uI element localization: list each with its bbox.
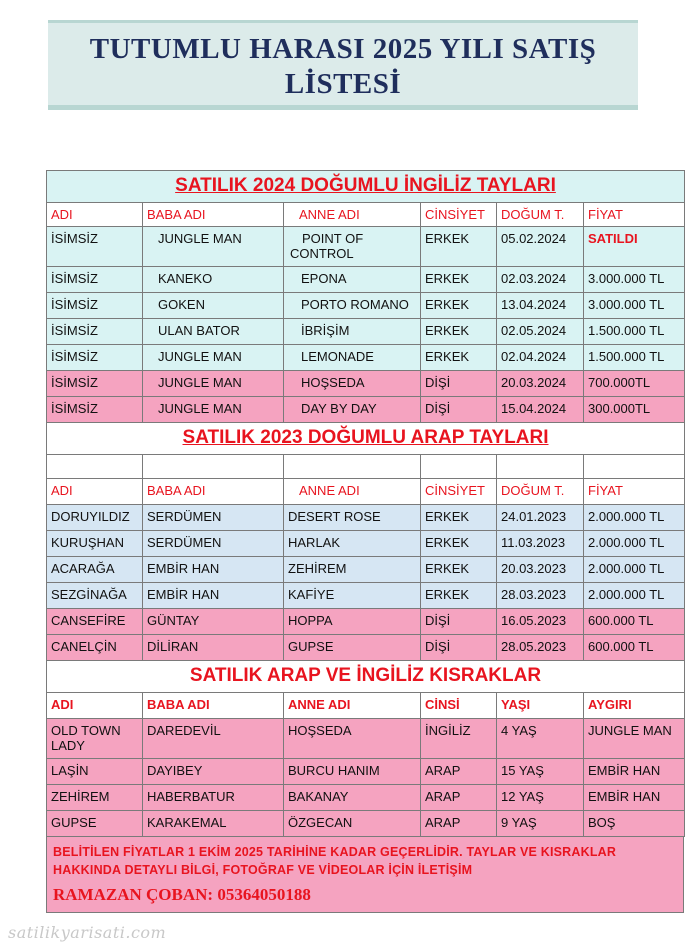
- column-header: BABA ADI: [143, 203, 284, 227]
- column-header: ADI: [47, 479, 143, 505]
- table-cell: ZEHİREM: [47, 785, 143, 811]
- table-cell: JUNGLE MAN: [143, 397, 284, 423]
- table-cell: ERKEK: [421, 227, 497, 267]
- table-row: [47, 397, 685, 423]
- table-cell: KURUŞHAN: [47, 531, 143, 557]
- table-cell: 05.02.2024: [497, 227, 584, 267]
- table-cell: GUPSE: [47, 811, 143, 837]
- table-cell: EMBİR HAN: [584, 759, 685, 785]
- table-row: [47, 319, 685, 345]
- section-title: SATILIK ARAP VE İNGİLİZ KISRAKLAR: [47, 661, 685, 693]
- table-cell-text: POINT OF CONTROL: [290, 231, 364, 261]
- table-cell: PORTO ROMANO: [284, 293, 421, 319]
- table-cell: SERDÜMEN: [143, 531, 284, 557]
- table-cell: İSİMSİZ: [47, 319, 143, 345]
- table-cell: DİŞİ: [421, 609, 497, 635]
- table-cell: 16.05.2023: [497, 609, 584, 635]
- table-cell: DAYIBEY: [143, 759, 284, 785]
- table-cell: 02.03.2024: [497, 267, 584, 293]
- table-cell: İSİMSİZ: [47, 227, 143, 267]
- table-cell: ERKEK: [421, 267, 497, 293]
- table-cell: 600.000 TL: [584, 609, 685, 635]
- column-header: BABA ADI: [143, 479, 284, 505]
- table-cell: HABERBATUR: [143, 785, 284, 811]
- table-cell: DAREDEVİL: [143, 719, 284, 759]
- table-cell: BURCU HANIM: [284, 759, 421, 785]
- table-cell: ZEHİREM: [284, 557, 421, 583]
- column-header: YAŞI: [497, 693, 584, 719]
- header-row: [47, 693, 685, 719]
- table-cell: 15.04.2024: [497, 397, 584, 423]
- table-cell: ERKEK: [421, 557, 497, 583]
- column-header: AYGIRI: [584, 693, 685, 719]
- table-cell: DİŞİ: [421, 371, 497, 397]
- table-cell: 11.03.2023: [497, 531, 584, 557]
- table-cell: 02.04.2024: [497, 345, 584, 371]
- table-cell: LAŞİN: [47, 759, 143, 785]
- table-cell: CANSEFİRE: [47, 609, 143, 635]
- table-row: [47, 345, 685, 371]
- table-cell: İSİMSİZ: [47, 345, 143, 371]
- page-title: TUTUMLU HARASI 2025 YILI SATIŞ LİSTESİ: [89, 33, 597, 100]
- table-cell: KARAKEMAL: [143, 811, 284, 837]
- table-cell: [284, 227, 421, 267]
- table-cell: 13.04.2024: [497, 293, 584, 319]
- table-cell: EPONA: [284, 267, 421, 293]
- table-cell: ARAP: [421, 811, 497, 837]
- table-cell: ACARAĞA: [47, 557, 143, 583]
- table-cell: DORUYILDIZ: [47, 505, 143, 531]
- table-row: [47, 505, 685, 531]
- table-cell: SEZGİNAĞA: [47, 583, 143, 609]
- table-cell: LEMONADE: [284, 345, 421, 371]
- table-cell: 1.500.000 TL: [584, 319, 685, 345]
- column-header: ANNE ADI: [284, 203, 421, 227]
- table-row: [47, 583, 685, 609]
- table-cell: BOŞ: [584, 811, 685, 837]
- table-cell: CANELÇİN: [47, 635, 143, 661]
- column-header: FİYAT: [584, 203, 685, 227]
- spacer-row: [47, 455, 685, 479]
- table-cell: DİŞİ: [421, 635, 497, 661]
- table-cell: 2.000.000 TL: [584, 557, 685, 583]
- table-cell: 2.000.000 TL: [584, 531, 685, 557]
- table-cell: ERKEK: [421, 345, 497, 371]
- table-cell: 02.05.2024: [497, 319, 584, 345]
- section-heading: [47, 423, 685, 455]
- table-cell: ÖZGECAN: [284, 811, 421, 837]
- table-cell: ULAN BATOR: [143, 319, 284, 345]
- table-cell: ERKEK: [421, 505, 497, 531]
- table-cell: JUNGLE MAN: [143, 345, 284, 371]
- table-row: [47, 267, 685, 293]
- empty-cell: [421, 455, 497, 479]
- section-title: SATILIK 2023 DOĞUMLU ARAP TAYLARI: [47, 423, 685, 455]
- table-cell: ARAP: [421, 759, 497, 785]
- sales-sheet: [46, 170, 684, 913]
- table-cell: HOPPA: [284, 609, 421, 635]
- table-row: [47, 531, 685, 557]
- table-cell: 9 YAŞ: [497, 811, 584, 837]
- table-cell: GÜNTAY: [143, 609, 284, 635]
- table-cell: JUNGLE MAN: [143, 227, 284, 267]
- empty-cell: [497, 455, 584, 479]
- table-cell: 3.000.000 TL: [584, 293, 685, 319]
- table-cell: 700.000TL: [584, 371, 685, 397]
- price-validity-notice: BELİTİLEN FİYATLAR 1 EKİM 2025 TARİHİNE KADAR GEÇERLİDİR. TAYLAR VE KISRAKLAR HAKKINDA DETAYLI BİLGİ, FOTOĞRAF VE VİDEOLAR İÇİN İLETİŞİM: [53, 845, 617, 877]
- table-cell: 28.05.2023: [497, 635, 584, 661]
- table-cell: 24.01.2023: [497, 505, 584, 531]
- table-cell: KAFİYE: [284, 583, 421, 609]
- column-header: DOĞUM T.: [497, 203, 584, 227]
- empty-cell: [143, 455, 284, 479]
- header-row: [47, 479, 685, 505]
- table-cell: BAKANAY: [284, 785, 421, 811]
- table-cell: ERKEK: [421, 319, 497, 345]
- column-header: ANNE ADI: [284, 693, 421, 719]
- column-header: ANNE ADI: [284, 479, 421, 505]
- table-row: [47, 557, 685, 583]
- table-cell: DİLİRAN: [143, 635, 284, 661]
- table-cell: 2.000.000 TL: [584, 583, 685, 609]
- table-cell: 300.000TL: [584, 397, 685, 423]
- notice-box: [46, 837, 684, 913]
- table-cell: GUPSE: [284, 635, 421, 661]
- table-row: [47, 759, 685, 785]
- table-row: [47, 293, 685, 319]
- table-cell: İSİMSİZ: [47, 293, 143, 319]
- table-cell: İSİMSİZ: [47, 371, 143, 397]
- table-row: [47, 371, 685, 397]
- column-header: CİNSİYET: [421, 479, 497, 505]
- section-heading: [47, 661, 685, 693]
- table-cell: DAY BY DAY: [284, 397, 421, 423]
- column-header: ADI: [47, 203, 143, 227]
- column-header: ADI: [47, 693, 143, 719]
- table-cell: EMBİR HAN: [143, 583, 284, 609]
- table-cell: ERKEK: [421, 531, 497, 557]
- table-cell: 3.000.000 TL: [584, 267, 685, 293]
- table-cell: EMBİR HAN: [143, 557, 284, 583]
- table-cell: 28.03.2023: [497, 583, 584, 609]
- table-row: [47, 227, 685, 267]
- table-cell: DESERT ROSE: [284, 505, 421, 531]
- table-cell: İSİMSİZ: [47, 267, 143, 293]
- table-cell: KANEKO: [143, 267, 284, 293]
- column-header: CİNSİYET: [421, 203, 497, 227]
- table-cell: SERDÜMEN: [143, 505, 284, 531]
- sales-table: [46, 170, 685, 837]
- column-header: BABA ADI: [143, 693, 284, 719]
- table-cell: İNGİLİZ: [421, 719, 497, 759]
- section-title: SATILIK 2024 DOĞUMLU İNGİLİZ TAYLARI: [47, 171, 685, 203]
- table-cell: 4 YAŞ: [497, 719, 584, 759]
- empty-cell: [47, 455, 143, 479]
- table-cell: HOŞSEDA: [284, 719, 421, 759]
- table-row: [47, 811, 685, 837]
- table-row: [47, 719, 685, 759]
- table-cell: EMBİR HAN: [584, 785, 685, 811]
- column-header: DOĞUM T.: [497, 479, 584, 505]
- table-cell: 20.03.2023: [497, 557, 584, 583]
- empty-cell: [284, 455, 421, 479]
- table-cell: HARLAK: [284, 531, 421, 557]
- column-header: FİYAT: [584, 479, 685, 505]
- table-cell: 1.500.000 TL: [584, 345, 685, 371]
- table-cell: 20.03.2024: [497, 371, 584, 397]
- table-cell: 15 YAŞ: [497, 759, 584, 785]
- table-cell: JUNGLE MAN: [143, 371, 284, 397]
- table-cell: ERKEK: [421, 583, 497, 609]
- table-cell: DİŞİ: [421, 397, 497, 423]
- column-header: CİNSİ: [421, 693, 497, 719]
- table-cell: ERKEK: [421, 293, 497, 319]
- table-cell: 600.000 TL: [584, 635, 685, 661]
- status-sold: SATILDI: [584, 227, 685, 267]
- table-row: [47, 609, 685, 635]
- table-cell: ARAP: [421, 785, 497, 811]
- watermark: satilikyarisati.com: [8, 923, 167, 942]
- table-cell: 12 YAŞ: [497, 785, 584, 811]
- header-row: [47, 203, 685, 227]
- empty-cell: [584, 455, 685, 479]
- table-cell: İSİMSİZ: [47, 397, 143, 423]
- table-cell: GOKEN: [143, 293, 284, 319]
- table-cell: JUNGLE MAN: [584, 719, 685, 759]
- contact-info: RAMAZAN ÇOBAN: 05364050188: [53, 885, 311, 904]
- title-banner: [48, 20, 638, 110]
- table-row: [47, 635, 685, 661]
- table-cell: OLD TOWN LADY: [47, 719, 143, 759]
- table-row: [47, 785, 685, 811]
- section-heading: [47, 171, 685, 203]
- table-cell: İBRİŞİM: [284, 319, 421, 345]
- table-cell: 2.000.000 TL: [584, 505, 685, 531]
- table-cell: HOŞSEDA: [284, 371, 421, 397]
